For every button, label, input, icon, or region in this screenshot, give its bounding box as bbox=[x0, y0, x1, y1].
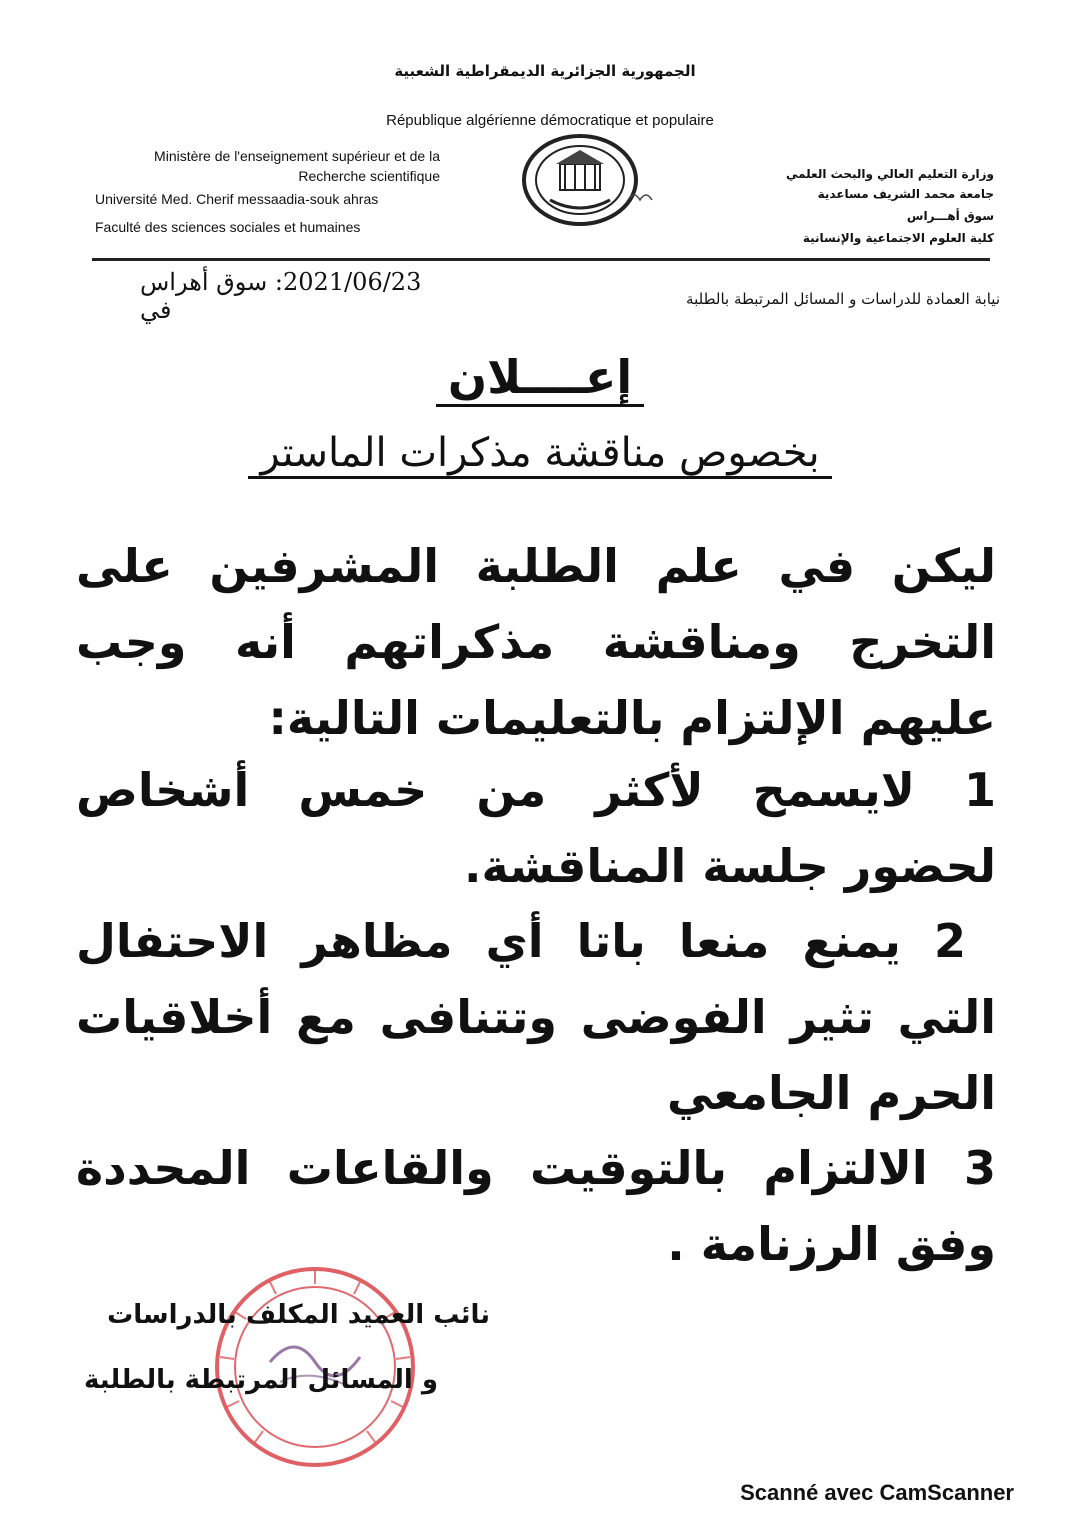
header-faculty-arabic: كلية العلوم الاجتماعية والإنسانية bbox=[802, 231, 994, 245]
announcement-intro: ليكن في علم الطلبة المشرفين على التخرج ومناقشة مذكراتهم أنه وجب عليهم الإلتزام بالتعليمات التالية: bbox=[76, 539, 996, 745]
announcement-title-text: إعــــلان bbox=[436, 350, 644, 407]
header-faculty-french: Faculté des sciences sociales et humaines bbox=[95, 219, 361, 235]
camscanner-watermark: Scanné avec CamScanner bbox=[740, 1480, 1014, 1505]
university-logo bbox=[520, 130, 670, 230]
instruction-item-3: 3 الالتزام بالتوقيت والقاعات المحددة وفق الرزنامة . bbox=[76, 1141, 996, 1271]
header-ministry-french: Ministère de l'enseignement supérieur et de la Recherche scientifique bbox=[154, 148, 440, 184]
signature-title-line-1: نائب العميد المكلف بالدراسات bbox=[107, 1300, 490, 1330]
office-line: نيابة العمادة للدراسات و المسائل المرتبطة بالطلبة bbox=[686, 290, 1000, 308]
announcement-subtitle-text: بخصوص مناقشة مذكرات الماستر bbox=[248, 430, 831, 479]
header-country-french: République algérienne démocratique et populaire bbox=[386, 112, 714, 129]
instruction-item-1: 1 لايسمح لأكثر من خمس أشخاص لحضور جلسة المناقشة. bbox=[76, 763, 996, 893]
announcement-title bbox=[0, 350, 1080, 404]
instruction-item-2: 2 يمنع منعا باتا أي مظاهر الاحتفال التي تثير الفوضى وتتنافى مع أخلاقيات الحرم الجامعي bbox=[76, 914, 996, 1120]
header-country-arabic: الجمهورية الجزائرية الديمقراطية الشعبية bbox=[394, 62, 696, 80]
header-university-french: Université Med. Cherif messaadia-souk ahras bbox=[95, 191, 379, 207]
header-city-arabic: سوق أهـــراس bbox=[906, 209, 994, 223]
header-divider bbox=[92, 258, 990, 261]
date-line: 2021/06/23: سوق أهراس في bbox=[140, 268, 422, 324]
header-ministry-arabic: وزارة التعليم العالي والبحث العلمي bbox=[785, 167, 994, 181]
header-university-arabic: جامعة محمد الشريف مساعدية bbox=[817, 187, 994, 201]
signature-title-line-2: و المسائل المرتبطة بالطلبة bbox=[84, 1365, 438, 1395]
announcement-subtitle bbox=[0, 430, 1080, 476]
